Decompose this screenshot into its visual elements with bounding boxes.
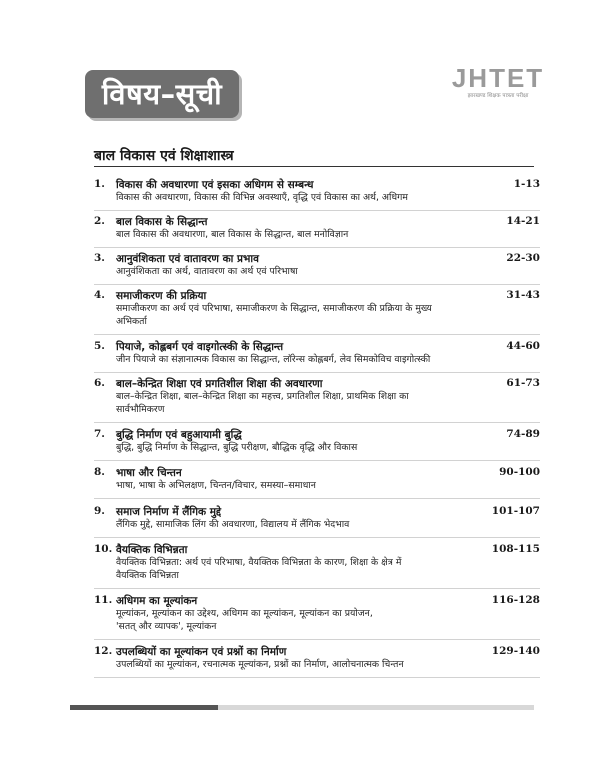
entry-description [116, 228, 448, 241]
description-line: बाल–केन्द्रित शिक्षा, बाल–केन्द्रित शिक्षा का महत्त्व, प्रगतिशील शिक्षा, प्राथमिक शिक्षा का [116, 391, 409, 402]
entry-title: भाषा और चिन्तन [116, 467, 182, 479]
description-line: विकास की अवधारणा, विकास की विभिन्न अवस्थाएँ, वृद्धि एवं विकास का अर्थ, अधिगम [116, 192, 408, 203]
page-title: विषय–सूची [101, 77, 223, 111]
entry-pages: 90-100 [499, 466, 540, 478]
entry-description [116, 556, 448, 582]
brand-logo [448, 64, 548, 100]
entry-number: 7. [94, 428, 105, 440]
description-line: 'सतत् और व्यापक', मूल्यांकन [116, 621, 217, 632]
entry-number: 11. [94, 594, 113, 606]
entry-divider [94, 677, 540, 678]
entry-description [116, 479, 448, 492]
entry-number: 9. [94, 505, 105, 517]
description-line: उपलब्धियों का मूल्यांकन, रचनात्मक मूल्यांकन, प्रश्नों का निर्माण, आलोचनात्मक चिन्तन [116, 659, 404, 670]
entry-title: विकास की अवधारणा एवं इसका अधिगम से सम्बन्ध [116, 179, 314, 191]
entry-title: वैयक्तिक विभिन्नता [116, 544, 188, 556]
entry-pages: 61-73 [506, 377, 540, 389]
description-line: बाल विकास की अवधारणा, बाल विकास के सिद्धान्त, बाल मनोविज्ञान [116, 229, 349, 240]
description-line: लैंगिक मुद्दे, सामाजिक लिंग की अवधारणा, विद्यालय में लैंगिक भेदभाव [116, 519, 350, 530]
entry-description [116, 302, 448, 328]
title-banner [85, 70, 239, 118]
entry-divider [94, 639, 540, 640]
entry-divider [94, 247, 540, 248]
entry-title: बुद्धि निर्माण एवं बहुआयामी बुद्धि [116, 429, 242, 441]
entry-description [116, 390, 448, 416]
entry-description [116, 607, 448, 633]
entry-number: 1. [94, 178, 105, 190]
entry-title: उपलब्धियों का मूल्यांकन एवं प्रश्नों का निर्माण [116, 646, 287, 658]
entry-pages: 74-89 [506, 428, 540, 440]
entry-pages: 22-30 [506, 252, 540, 264]
entry-description [116, 518, 448, 531]
description-line: मूल्यांकन, मूल्यांकन का उद्देश्य, अधिगम का मूल्यांकन, मूल्यांकन का प्रयोजन, [116, 608, 373, 619]
entry-divider [94, 498, 540, 499]
entry-divider [94, 372, 540, 373]
entry-pages: 1-13 [513, 178, 540, 190]
entry-title: समाजीकरण की प्रक्रिया [116, 290, 207, 302]
entry-title: आनुवंशिकता एवं वातावरण का प्रभाव [116, 253, 259, 265]
entry-pages: 108-115 [491, 543, 540, 555]
description-line: भाषा, भाषा के अभिलक्षण, चिन्तन/विचार, समस्या–समाधान [116, 480, 316, 491]
entry-description [116, 191, 448, 204]
entry-title: समाज निर्माण में लैंगिक मुद्दे [116, 506, 222, 518]
entry-pages: 101-107 [491, 505, 540, 517]
entry-title: बाल विकास के सिद्धान्त [116, 216, 208, 228]
entry-pages: 116-128 [491, 594, 540, 606]
entry-number: 2. [94, 215, 105, 227]
entry-number: 8. [94, 466, 105, 478]
description-line: वैयक्तिक विभिन्नता: अर्थ एवं परिभाषा, वैयक्तिक विभिन्नता के कारण, शिक्षा के क्षेत्र में [116, 557, 402, 568]
entry-description [116, 658, 448, 671]
brand-tagline: झारखण्ड शिक्षक पात्रता परीक्षा [467, 93, 529, 99]
brand-name: JHTET [451, 63, 545, 93]
entry-pages: 129-140 [491, 645, 540, 657]
entry-description [116, 441, 448, 454]
description-line: अभिकर्ता [116, 316, 147, 327]
entry-number: 12. [94, 645, 113, 657]
entry-pages: 44-60 [506, 340, 540, 352]
entry-title: अधिगम का मूल्यांकन [116, 595, 198, 607]
entry-number: 5. [94, 340, 105, 352]
entry-number: 3. [94, 252, 105, 264]
entry-title: बाल–केन्द्रित शिक्षा एवं प्रगतिशील शिक्षा की अवधारणा [116, 378, 323, 390]
entry-title: पियाजे, कोह्लबर्ग एवं वाइगोत्स्की के सिद्धान्त [116, 341, 284, 353]
description-line: बुद्धि, बुद्धि निर्माण के सिद्धान्त, बुद्धि परीक्षण, बौद्धिक वृद्धि और विकास [116, 442, 358, 453]
description-line: जीन पियाजे का संज्ञानात्मक विकास का सिद्धान्त, लॉरेन्स कोह्लबर्ग, लेव सिमकोविच वाइगोत्स्की [116, 354, 431, 365]
entry-description [116, 265, 448, 278]
description-line: समाजीकरण का अर्थ एवं परिभाषा, समाजीकरण के सिद्धान्त, समाजीकरण की प्रक्रिया के मुख्य [116, 303, 432, 314]
description-line: वैयक्तिक विभिन्नता [116, 570, 179, 581]
entry-divider [94, 460, 540, 461]
entry-divider [94, 537, 540, 538]
entry-number: 4. [94, 289, 105, 301]
entry-description [116, 353, 448, 366]
entry-number: 6. [94, 377, 105, 389]
description-line: आनुवंशिकता का अर्थ, वातावरण का अर्थ एवं परिभाषा [116, 266, 298, 277]
entry-pages: 14-21 [506, 215, 540, 227]
entry-divider [94, 422, 540, 423]
entry-pages: 31-43 [506, 289, 540, 301]
section-title: बाल विकास एवं शिक्षाशास्त्र [94, 148, 234, 164]
entry-divider [94, 588, 540, 589]
footer-progress-bar [70, 705, 534, 710]
entry-divider [94, 210, 540, 211]
entry-divider [94, 284, 540, 285]
section-divider [94, 166, 534, 167]
description-line: सार्वभौमिकरण [116, 404, 165, 415]
entry-divider [94, 334, 540, 335]
footer-progress-fill [70, 705, 218, 710]
entry-number: 10. [94, 543, 113, 555]
